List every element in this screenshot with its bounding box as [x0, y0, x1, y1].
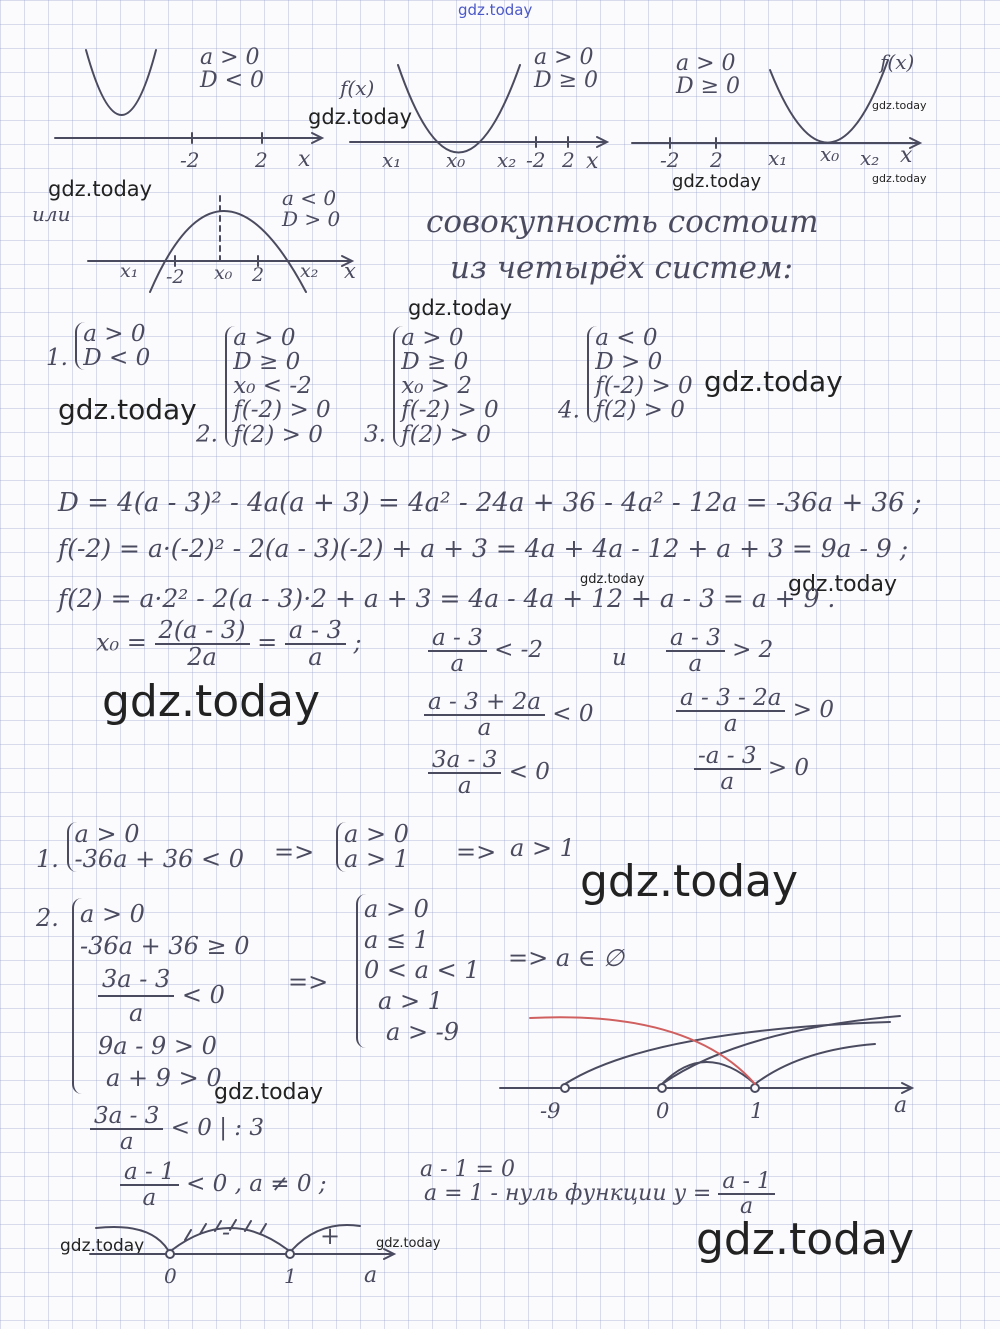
root-label: x₁	[768, 146, 788, 170]
vertex-label: x₀	[446, 148, 466, 172]
watermark: gdz.today	[60, 1236, 145, 1256]
open-point	[286, 1250, 294, 1258]
zero-equation: a - 1 = 0	[420, 1157, 515, 1182]
watermark: gdz.today	[872, 172, 927, 185]
discriminant-equation: D = 4(a - 3)² - 4a(a + 3) = 4a² - 24a + 36 - 4a² - 12a = -36a + 36 ;	[58, 488, 922, 518]
vertex-label: x₀	[820, 142, 840, 166]
interval-arc	[662, 1062, 755, 1084]
graph1-condition: a > 0 D < 0	[200, 45, 265, 94]
ili-label: или	[32, 202, 71, 226]
vertex-label: x₀	[214, 262, 233, 284]
root-label: x₁	[120, 260, 139, 282]
watermark: gdz.today	[308, 105, 413, 129]
vertex-inequality-1: $\frac{a - 3}{a}$ < -2	[428, 626, 543, 676]
vertex-inequality-2: $\frac{a - 3}{a}$ > 2	[666, 626, 773, 676]
function-label: f(x)	[880, 50, 915, 74]
graph4-condition: a < 0 D > 0	[282, 186, 341, 231]
watermark: gdz.today	[580, 856, 799, 907]
implication-arrow: =>	[288, 968, 329, 996]
root-label: x₂	[860, 146, 880, 170]
tick-label: 2	[252, 264, 265, 286]
implication-arrow: =>	[456, 838, 497, 866]
tick-label: 2	[710, 148, 723, 172]
vertex-step-2b: $\frac{-a - 3}{a}$ > 0	[694, 744, 809, 794]
parabola-curve	[770, 60, 888, 143]
axis-label: x	[344, 259, 356, 283]
tick-label: 2	[562, 148, 575, 172]
heading-line2: из четырёх систем:	[450, 250, 794, 286]
number-line-label: 0	[164, 1264, 177, 1288]
interval-arc-red	[530, 1017, 755, 1084]
function-label: f(x)	[340, 76, 375, 100]
sign-arc	[96, 1227, 168, 1250]
system-3: 3. a > 0 D ≥ 0 x₀ > 2 f(-2) > 0 f(2) > 0	[364, 325, 499, 448]
open-point	[751, 1084, 759, 1092]
open-point	[166, 1250, 174, 1258]
watermark: gdz.today	[580, 572, 645, 587]
tick-label: -2	[180, 148, 200, 172]
solution-1-result: a > 0 a > 1	[336, 822, 409, 872]
sign-plus: +	[320, 1222, 341, 1250]
vertex-step-1a: $\frac{a - 3 + 2a}{a}$ < 0	[424, 690, 594, 740]
tick-label: -2	[166, 266, 185, 288]
zero-result: a = 1 - нуль функции y = $\frac{a - 1}{a}$	[424, 1170, 775, 1218]
watermark: gdz.today	[696, 1214, 915, 1265]
solution-2-result: a > 0 a ≤ 1 0 < a < 1 a > 1 a > -9	[356, 894, 480, 1048]
solution-2-system: a > 0 -36a + 36 ≥ 0 $\frac{3a - 3}{a}$ < 0 9a - 9 > 0 a + 9 > 0	[72, 898, 250, 1094]
inequality-work: $\frac{3a - 3}{a}$ < 0 | : 3	[90, 1104, 264, 1154]
watermark: gdz.today	[788, 572, 898, 597]
system-2: 2. a > 0 D ≥ 0 x₀ < -2 f(-2) > 0 f(2) > 0	[196, 325, 331, 448]
root-label: x₂	[300, 260, 319, 282]
number-line-label: -9	[540, 1099, 561, 1123]
heading-line1: совокупность состоит	[426, 204, 819, 240]
parabola-curve	[86, 50, 156, 115]
system-1: 1. a > 0 D < 0	[46, 321, 151, 372]
interval-arc	[565, 1022, 890, 1084]
axis-label: x	[298, 147, 311, 172]
interval-arc	[662, 1016, 900, 1084]
watermark: gdz.today	[408, 296, 513, 320]
interval-arc	[755, 1044, 875, 1084]
tick-label: -2	[660, 148, 680, 172]
graph3-condition: a > 0 D ≥ 0	[676, 51, 741, 100]
vertex-formula: x₀ = $\frac{2(a - 3)}{2a}$ = $\frac{a - 3}{a}$ ;	[96, 616, 362, 672]
solution-2-number: 2.	[36, 904, 59, 932]
watermark: gdz.today	[872, 99, 927, 112]
watermark-top: gdz.today	[458, 1, 533, 19]
watermark: gdz.today	[48, 177, 153, 201]
axis-label: a	[364, 1263, 378, 1288]
tick-label: -2	[526, 148, 546, 172]
root-label: x₁	[382, 148, 402, 172]
number-line-label: 1	[284, 1264, 297, 1288]
watermark: gdz.today	[214, 1080, 324, 1105]
and-word: и	[612, 645, 627, 671]
watermark: gdz.today	[376, 1236, 441, 1251]
implication-arrow: =>	[274, 838, 315, 866]
f-minus-2-equation: f(-2) = a·(-2)² - 2(a - 3)(-2) + a + 3 = 4a + 4a - 12 + a + 3 = 9a - 9 ;	[58, 534, 909, 563]
solution-1-final: a > 1	[510, 834, 575, 862]
watermark: gdz.today	[102, 676, 321, 727]
watermark: gdz.today	[704, 365, 843, 398]
tick-label: 2	[255, 148, 268, 172]
final-inequality: $\frac{a - 1}{a}$ < 0 , a ≠ 0 ;	[120, 1160, 327, 1210]
number-line-label: 1	[750, 1099, 764, 1123]
open-point	[658, 1084, 666, 1092]
axis-label: a	[894, 1093, 908, 1118]
open-point	[561, 1084, 569, 1092]
watermark: gdz.today	[58, 393, 197, 426]
root-label: x₂	[497, 148, 517, 172]
parabola-curve	[398, 65, 520, 153]
vertex-step-2a: $\frac{a - 3 - 2a}{a}$ > 0	[676, 686, 834, 736]
f-2-equation: f(2) = a·2² - 2(a - 3)·2 + a + 3 = 4a - 4a + 12 + a - 3 = a + 9 .	[58, 584, 836, 613]
vertex-step-1b: $\frac{3a - 3}{a}$ < 0	[428, 748, 550, 798]
axis-label: x	[900, 143, 913, 168]
axis-label: x	[586, 149, 599, 174]
solution-1: 1. a > 0 -36a + 36 < 0	[36, 820, 245, 874]
watermark: gdz.today	[672, 171, 762, 192]
number-line-label: 0	[656, 1099, 670, 1123]
solution-2-final: => a ∈ ∅	[508, 944, 625, 972]
sign-minus: -	[222, 1218, 231, 1246]
graph2-condition: a > 0 D ≥ 0	[534, 45, 599, 94]
system-4: 4. a < 0 D > 0 f(-2) > 0 f(2) > 0	[558, 325, 693, 424]
